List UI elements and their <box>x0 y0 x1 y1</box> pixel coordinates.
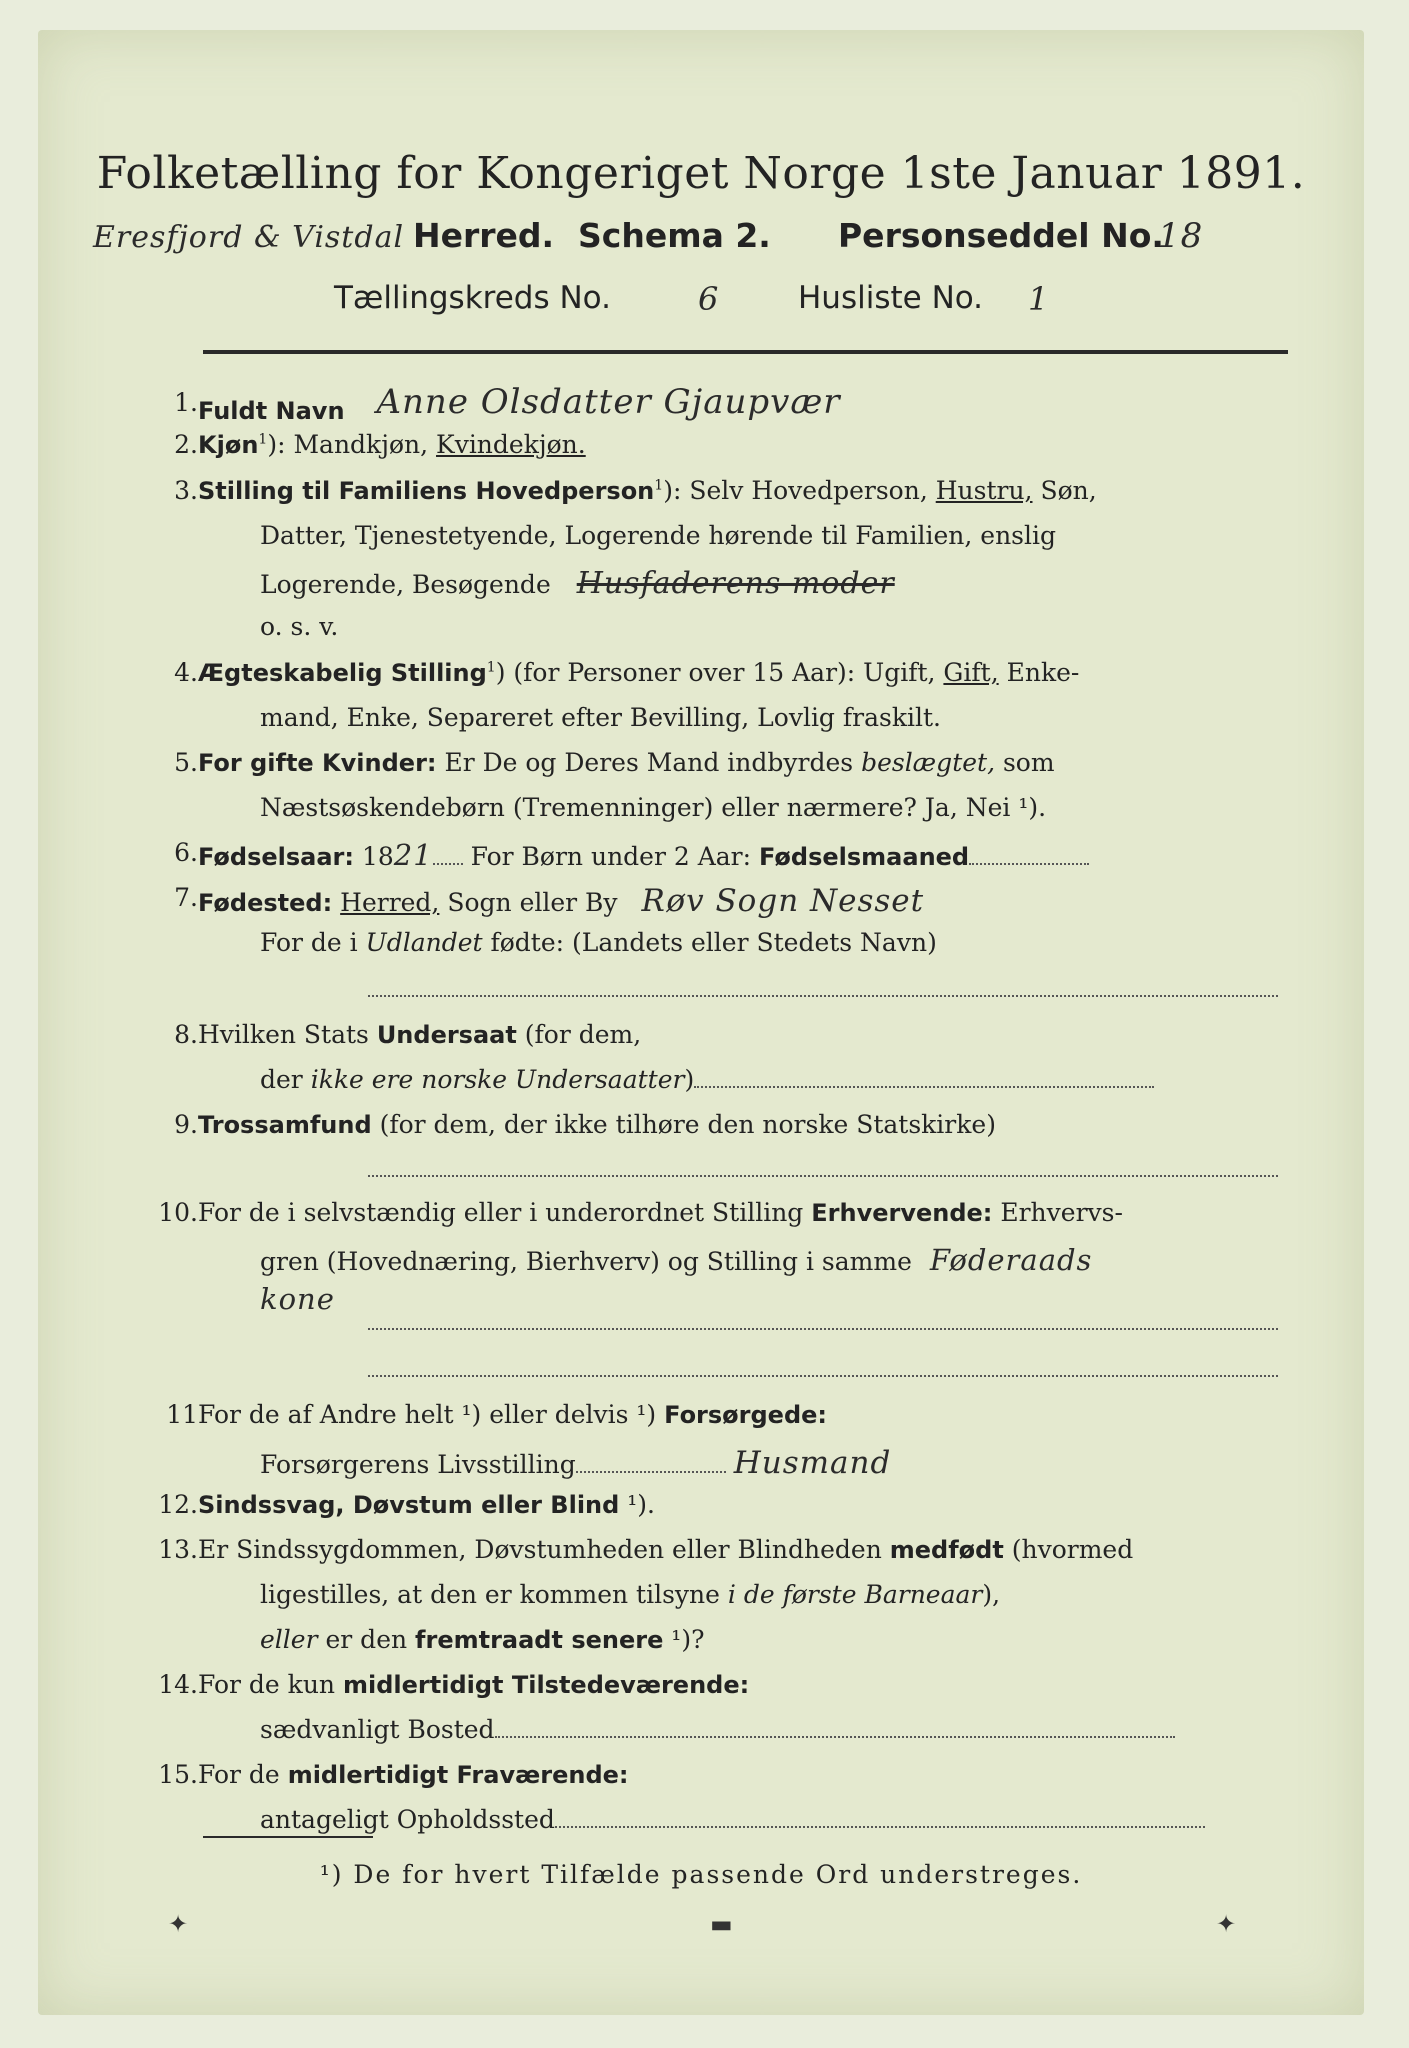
q1-row: 1. Fuldt Navn Anne Olsdatter Gjaupvær <box>174 382 841 425</box>
q3-line2: Datter, Tjenestetyende, Logerende hørende til Familien, enslig <box>260 521 1057 550</box>
q11-line2: Forsørgerens Livsstilling Husmand <box>260 1445 892 1481</box>
q2-row: 2. Kjøn$^1$): Mandkjøn, Kvindekjøn. <box>174 430 586 459</box>
q10-value: Føderaads <box>929 1243 1093 1277</box>
q3-row: 3. Stilling til Familiens Hovedperson$^1$): Selv Hovedperson, Hustru, Søn, <box>174 476 1097 505</box>
personseddel-label: Personseddel No. <box>838 216 1164 255</box>
q6-year-value: 21 <box>393 838 433 872</box>
form-title: Folketælling for Kongeriget Norge 1ste Januar 1891. <box>96 148 1306 199</box>
footnote-rule <box>203 1836 373 1838</box>
q7-value: Røv Sogn Nesset <box>641 883 925 919</box>
q6-row: 6. Fødselsaar: 1821 For Børn under 2 Aar: Fødselsmaaned <box>198 838 1089 872</box>
personseddel-value: 18 <box>1158 216 1204 256</box>
husliste-value: 1 <box>1028 280 1050 318</box>
q15-line2: antageligt Opholdssted <box>260 1805 1205 1834</box>
header-rule <box>203 350 1288 354</box>
q2-selected-value: Kvindekjøn. <box>436 430 586 459</box>
kreds-label: Tællingskreds No. <box>334 280 611 316</box>
register-mark-left: ✦ <box>168 1910 189 1938</box>
q7-selected-value: Herred, <box>340 888 440 917</box>
q10-line2: gren (Hovednæring, Bierhverv) og Stilling i samme Føderaads <box>260 1243 1093 1277</box>
q1-name-value: Anne Olsdatter Gjaupvær <box>376 382 841 422</box>
q14-row: 14. For de kun midlertidigt Tilstedeværende: <box>158 1670 750 1699</box>
q9-dotline <box>368 1175 1278 1177</box>
q3-selected-value: Hustru, <box>935 476 1033 505</box>
q13-row: 13. Er Sindssygdommen, Døvstumheden eller Blindheden medfødt (hvormed <box>158 1535 1134 1564</box>
q3-line4: o. s. v. <box>260 612 339 641</box>
q5-row: 5. For gifte Kvinder: Er De og Deres Mand indbyrdes beslægtet, som <box>174 748 1055 777</box>
q10-row: 10. For de i selvstændig eller i underordnet Stilling Erhvervende: Erhvervs- <box>158 1198 1123 1227</box>
q5-line2: Næstsøskendebørn (Tremenninger) eller nærmere? Ja, Nei ¹). <box>260 793 1047 822</box>
q10-value2: kone <box>260 1282 335 1316</box>
q7-line2: For de i Udlandet fødte: (Landets eller Stedets Navn) <box>260 928 937 957</box>
register-mark-center: ▬ <box>710 1910 733 1938</box>
herred-label: Herred. <box>413 216 555 255</box>
kreds-value: 6 <box>698 280 720 318</box>
q10-line3 <box>260 1282 335 1316</box>
q11-value: Husmand <box>733 1445 892 1481</box>
q13-line2: ligestilles, at den er kommen tilsyne i de første Barneaar), <box>260 1580 1001 1609</box>
q3-value: Husfaderens moder <box>576 566 895 601</box>
husliste-label: Husliste No. <box>798 280 984 316</box>
schema-label: Schema 2. <box>578 216 771 255</box>
footnote: ¹) De for hvert Tilfælde passende Ord understreges. <box>319 1860 1083 1889</box>
census-form <box>38 30 1364 2015</box>
q8-line2: der ikke ere norske Undersaatter) <box>260 1065 1154 1094</box>
q12-row: 12. Sindssvag, Døvstum eller Blind ¹). <box>158 1490 655 1519</box>
q14-line2: sædvanligt Bosted <box>260 1715 1175 1744</box>
q9-row: 9. Trossamfund (for dem, der ikke tilhøre den norske Statskirke) <box>174 1110 996 1139</box>
q11-row: 11 For de af Andre helt ¹) eller delvis ¹) Forsørgede: <box>166 1400 828 1429</box>
q10-dotline-2 <box>368 1375 1278 1377</box>
q8-row: 8. Hvilken Stats Undersaat (for dem, <box>174 1020 642 1049</box>
q10-dotline-1 <box>368 1328 1278 1330</box>
q13-line3: eller er den fremtraadt senere ¹)? <box>260 1625 705 1654</box>
herred-value: Eresfjord & Vistdal <box>93 220 405 255</box>
q3-line3: Logerende, Besøgende Husfaderens moder <box>260 566 895 601</box>
register-mark-right: ✦ <box>1216 1910 1237 1938</box>
q7-dotline <box>368 995 1278 997</box>
q4-line2: mand, Enke, Separeret efter Bevilling, Lovlig fraskilt. <box>260 703 941 732</box>
q4-row: 4. Ægteskabelig Stilling$^1$) (for Personer over 15 Aar): Ugift, Gift, Enke- <box>174 658 1080 687</box>
q4-selected-value: Gift, <box>943 658 999 687</box>
q7-row: 7. Fødested: Herred, Sogn eller By Røv Sogn Nesset <box>174 883 925 919</box>
q15-row: 15. For de midlertidigt Fraværende: <box>158 1760 629 1789</box>
